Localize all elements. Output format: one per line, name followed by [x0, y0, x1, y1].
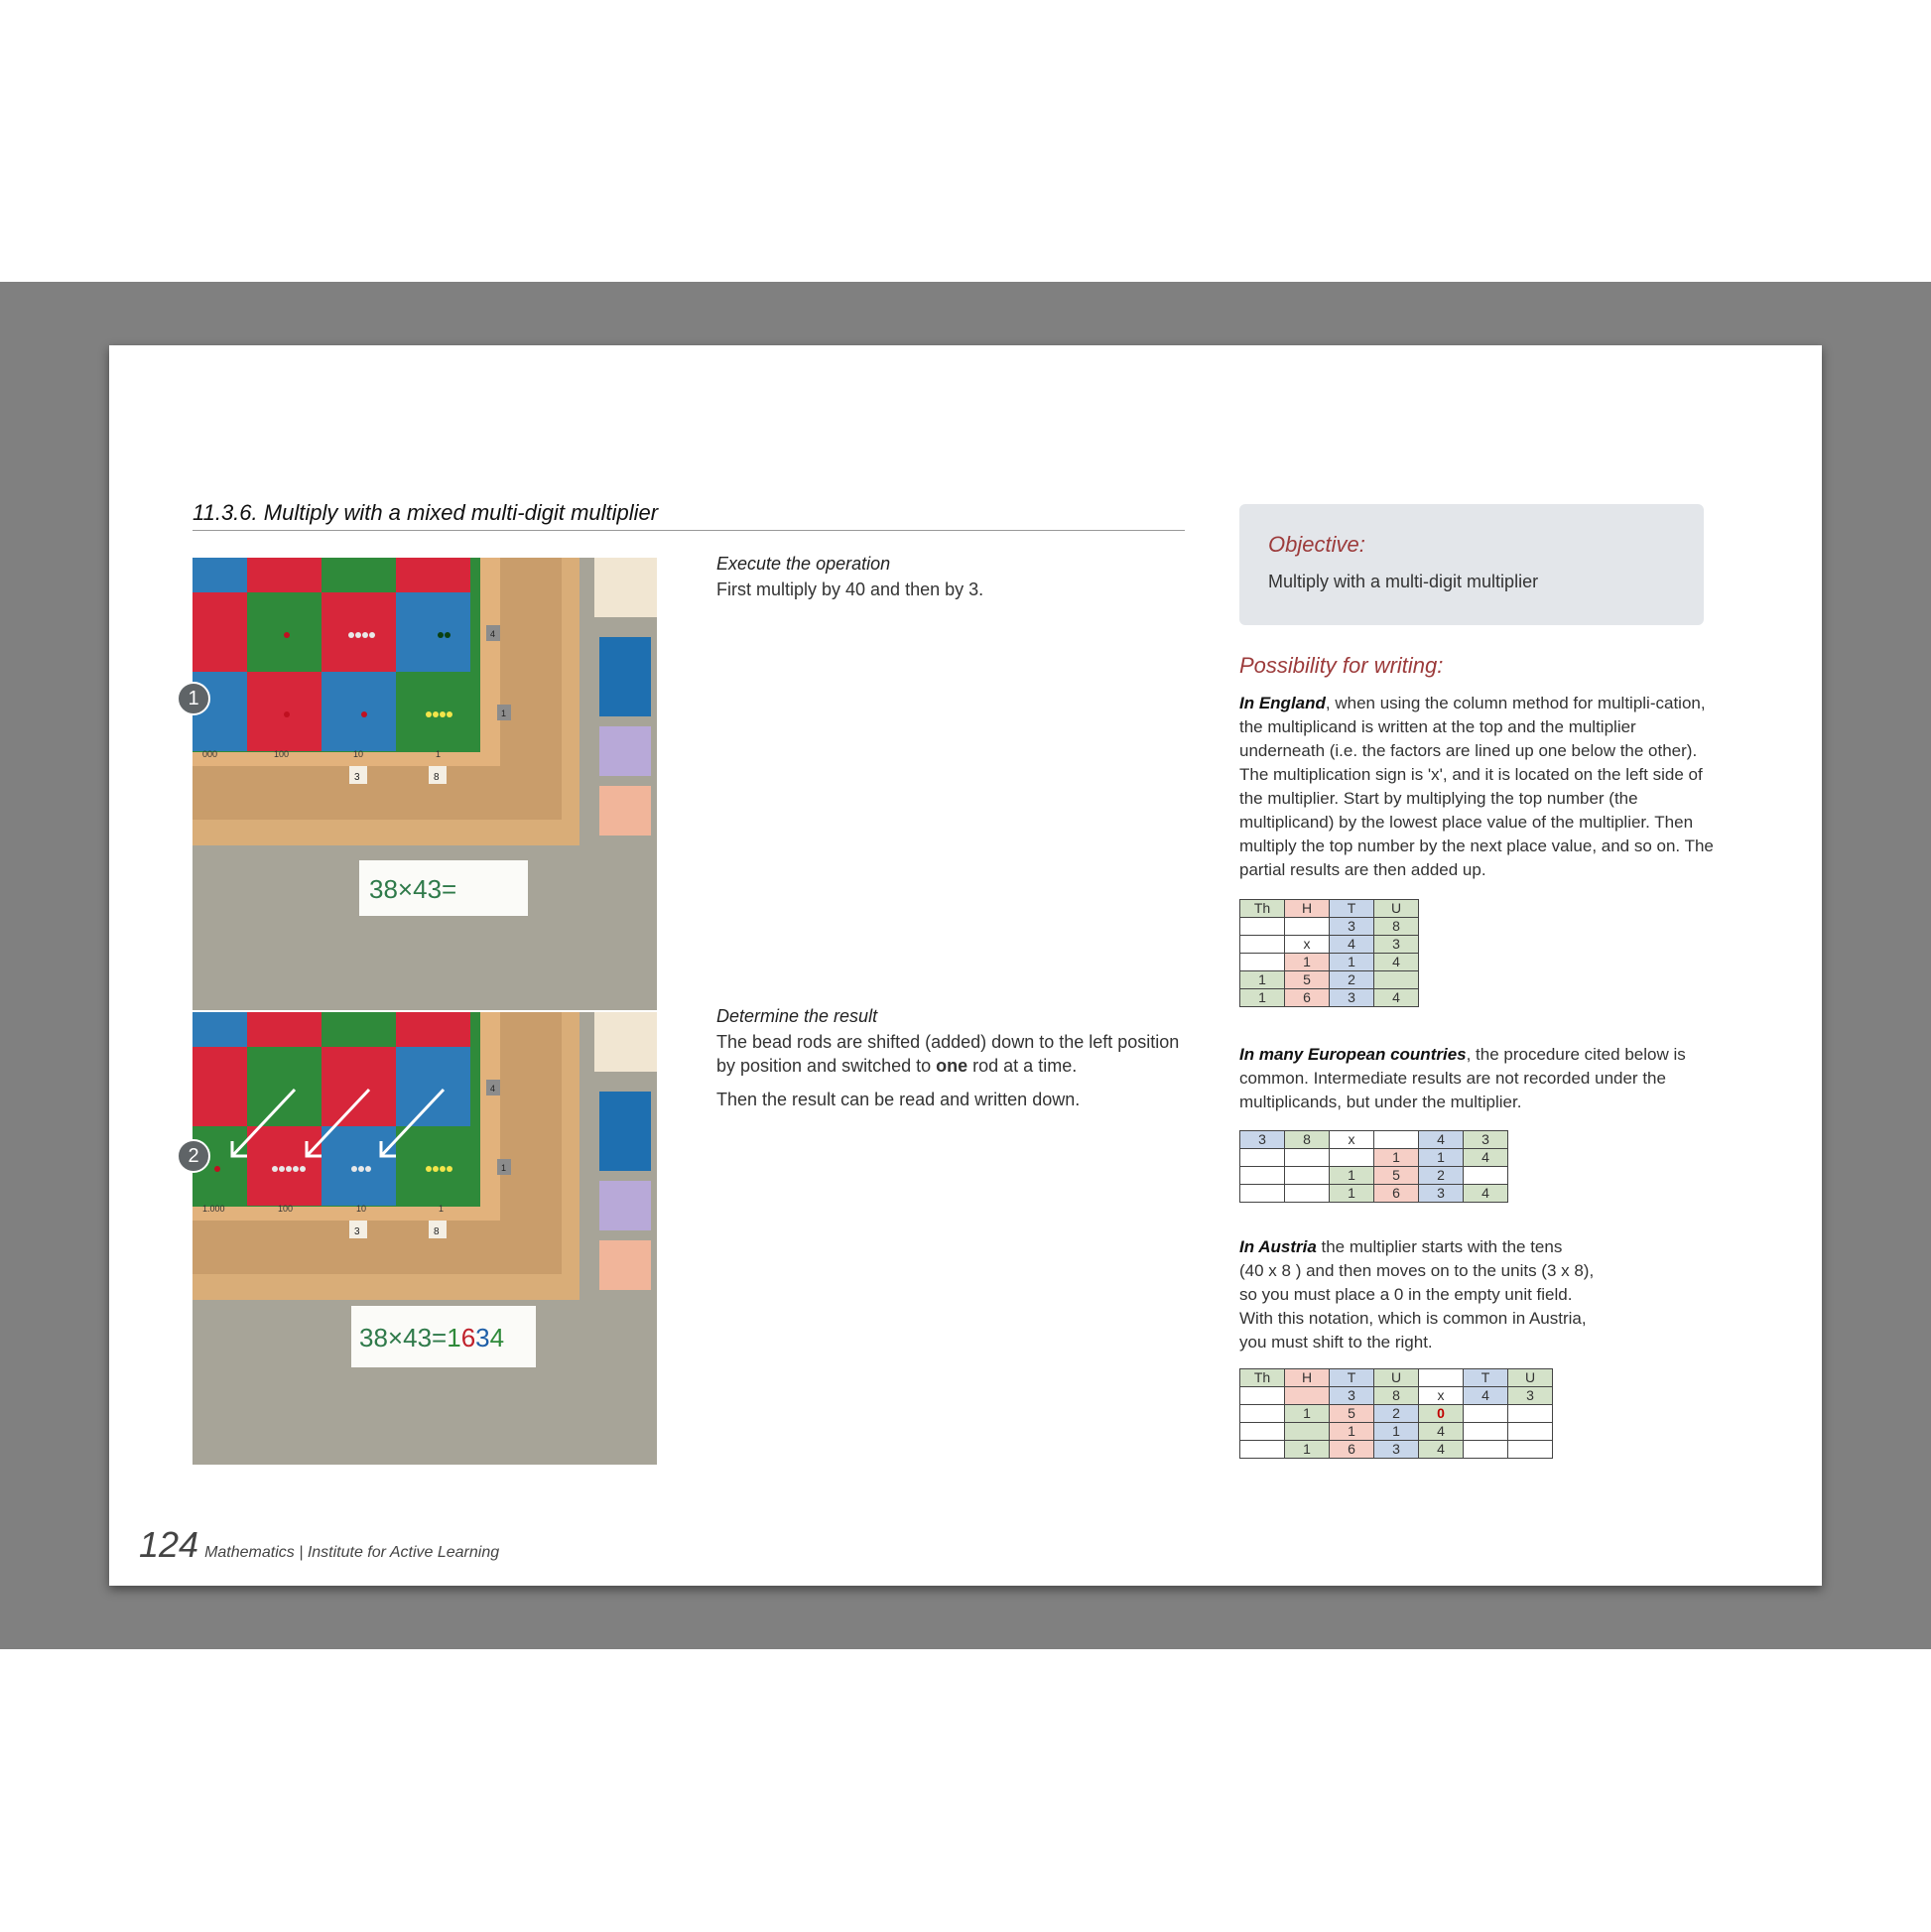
step-2-heading: Determine the result	[716, 1006, 878, 1026]
side-tile-2: 1	[501, 1163, 507, 1173]
board-label-tens: 10	[353, 749, 364, 759]
page-footer	[139, 1524, 499, 1566]
photo-step-1	[193, 558, 657, 1010]
board-label-tens: 10	[356, 1204, 367, 1214]
equation-card-1: 38×43=	[369, 874, 457, 904]
bottom-tile-2: 8	[434, 772, 440, 783]
board-label-hundreds: 100	[278, 1204, 294, 1214]
board-label-units: 1	[436, 749, 442, 759]
page-number: 124	[139, 1524, 199, 1565]
objective-box	[1239, 504, 1704, 625]
board-label-thousands: 1.000	[202, 1204, 225, 1214]
bottom-tile-1: 3	[354, 1226, 360, 1237]
step-1-text: First multiply by 40 and then by 3.	[716, 580, 984, 599]
photo-step-2	[193, 1012, 657, 1465]
austria-table: Th H T U T U 3 8 x 4 3 1 5 2 0 1 1 4 1 6 3 4	[1239, 1368, 1553, 1459]
footer-text: Mathematics | Institute for Active Learning	[204, 1544, 500, 1561]
bead-board-illustration-1	[193, 558, 657, 1010]
side-tile-2: 1	[501, 708, 507, 718]
side-tile-1: 4	[490, 1084, 496, 1094]
board-label-thousands: 000	[202, 749, 218, 759]
title-divider	[193, 530, 1185, 531]
board-label-hundreds: 100	[274, 749, 290, 759]
objective-text: Multiply with a multi-digit multiplier	[1268, 572, 1539, 591]
austria-paragraph: In Austria the multiplier starts with the tens (40 x 8 ) and then moves on to the units (3 x 8), so you must place a 0 in the empty unit field. With this notation, which is common in Austria, you must shift to the right.	[1239, 1237, 1595, 1352]
side-tile-1: 4	[490, 629, 496, 639]
board-label-units: 1	[439, 1204, 445, 1214]
bead-board-illustration-2	[193, 1012, 657, 1465]
step-badge-1: 1	[177, 682, 210, 715]
section-title: 11.3.6. Multiply with a mixed multi-digit multiplier	[193, 500, 659, 525]
bottom-tile-1: 3	[354, 772, 360, 783]
step-1-heading: Execute the operation	[716, 554, 891, 574]
step-badge-2: 2	[177, 1139, 210, 1173]
book-page	[109, 345, 1822, 1586]
possibility-title: Possibility for writing:	[1239, 653, 1444, 678]
europe-table: 3 8 x 4 3 1 1 4 1 5 2 1 6 3 4	[1239, 1130, 1508, 1203]
europe-paragraph: In many European countries, the procedure cited below is common. Intermediate results are not recorded under the multiplicands, but under the multiplier.	[1239, 1045, 1686, 1111]
step-2-text: The bead rods are shifted (added) down to the left position by position and switched to one rod at a time. Then the result can be read and written down.	[716, 1032, 1180, 1109]
equation-card-2: 38×43=1634	[359, 1323, 505, 1352]
england-paragraph: In England, when using the column method for multipli-cation, the multiplicand is written at the top and the multiplier underneath (i.e. the factors are lined up one below the other). The multiplication sign is 'x', and it is located on the left side of the multiplier. Start by multiplying the top number (the multiplicand) by the lowest place value of the multiplier. Then multiply the top number by the next place value, and so on. The partial results are then added up.	[1239, 694, 1714, 879]
objective-title: Objective:	[1268, 532, 1365, 557]
england-table: Th H T U 3 8 x 4 3 1 1 4 1 5 2 1 6 3 4	[1239, 899, 1419, 1007]
bottom-tile-2: 8	[434, 1226, 440, 1237]
